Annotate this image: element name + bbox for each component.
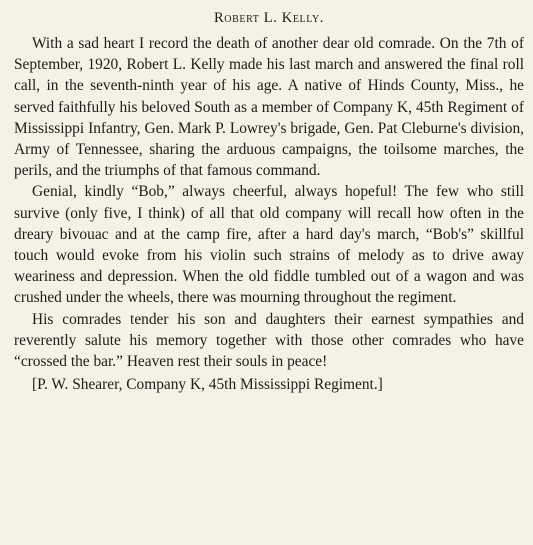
obituary-title: Robert L. Kelly.	[213, 10, 325, 26]
paragraph-3: His comrades tender his son and daughters their earnest sympathies and reverently salute his memory together with those other comrades who have “crossed the bar.” Heaven rest their souls in peace!	[14, 310, 524, 371]
paragraph-2: Genial, kindly “Bob,” always cheerful, always hopeful! The few who still survive (only five, I think) of all that old company will recall how often in the dreary bivouac and at the camp fire, after a hard day's march, “Bob's” skillful touch would evoke from his violin such strains of melody as to drive away weariness and depression. When the old fiddle tumbled out of a wagon and was crushed under the wheels, there was mourning throughout the regiment.	[14, 183, 524, 307]
signature-line: [P. W. Shearer, Company K, 45th Mississippi Regiment.]	[32, 376, 383, 394]
paragraph-1: With a sad heart I record the death of another dear old comrade. On the 7th of September, 1920, Robert L. Kelly made his last march and answered the final roll call, in the seventh-ninth year of his age. A native of Hinds County, Miss., he served faithfully his beloved South as a member of Company K, 45th Regiment of Mississippi Infantry, Gen. Mark P. Lowrey's brigade, Gen. Pat Cleburne's division, Army of Tennessee, sharing the arduous campaigns, the toilsome marches, the perils, and the triumphs of that famous command.	[14, 35, 524, 180]
